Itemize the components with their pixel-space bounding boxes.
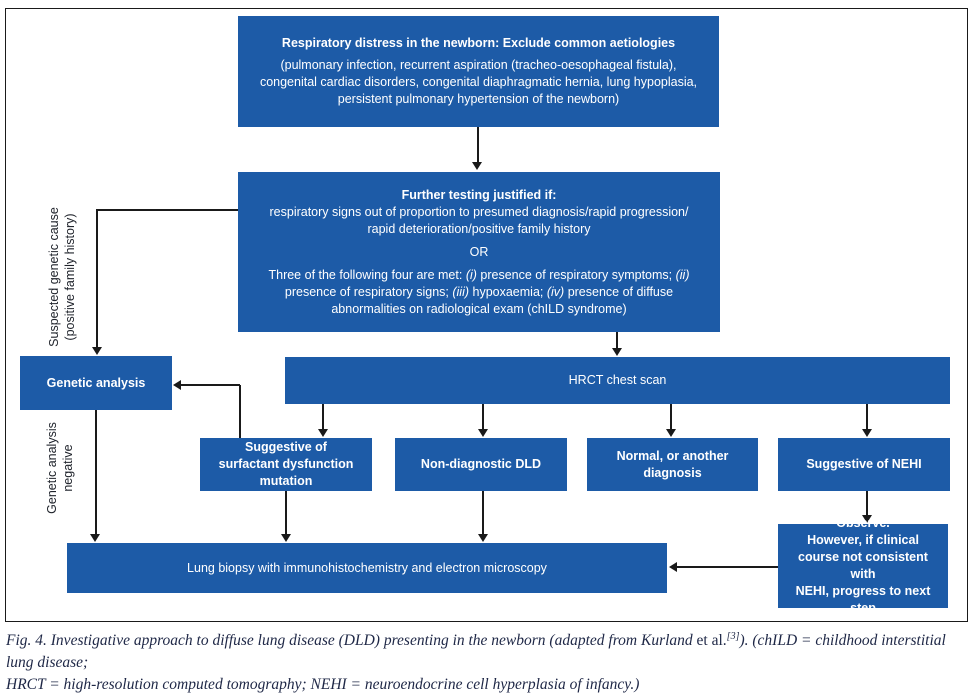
connector-hrct-to-nehi [866, 404, 868, 429]
box-normal-or-another-diagnosis-label: Normal, or another diagnosis [616, 448, 729, 480]
box-further-testing [238, 172, 720, 332]
arrowhead-genetic-negative-to-biopsy [90, 534, 100, 542]
box-normal-or-another-diagnosis [587, 438, 758, 491]
caption-seg-0: Fig. 4. Investigative approach to diffuse lung disease (DLD) presenting in the newborn (adapted from Kurland [6, 632, 697, 649]
arrowhead-exclude-to-further [472, 162, 482, 170]
box-genetic-analysis-label: Genetic analysis [46, 375, 146, 390]
side-label-suspected-line-1: Suspected genetic cause [47, 207, 61, 347]
criteria-seg-3: (ii) [675, 267, 690, 282]
connector-exclude-to-further [477, 127, 479, 162]
box-suggestive-of-nehi-label: Suggestive of NEHI [806, 457, 922, 471]
arrowhead-surfactant-to-genetic [173, 380, 181, 390]
box-lung-biopsy [67, 543, 667, 593]
box-surfactant-mutation [200, 438, 372, 491]
box-further-testing-line-1: respiratory signs out of proportion to presumed diagnosis/rapid progression/ [269, 204, 689, 219]
connector-hrct-to-surfactant [322, 404, 324, 429]
box-non-diagnostic-dld-label: Non-diagnostic DLD [420, 457, 542, 471]
box-respiratory-distress [238, 16, 719, 127]
box-non-diagnostic-dld [395, 438, 567, 491]
arrowhead-nondiagnostic-to-biopsy [478, 534, 488, 542]
side-label-suspected-line-2: (positive family history) [63, 213, 77, 341]
side-label-negative-line-1: Genetic analysis [45, 422, 59, 514]
criteria-seg-7: (iv) [546, 284, 565, 299]
connector-genetic-negative-to-biopsy [95, 410, 97, 534]
connector-further-to-hrct [616, 332, 618, 348]
box-observe-line-4: NEHI, progress to next step [795, 584, 931, 615]
criteria-seg-6: hypoxaemia; [469, 284, 547, 299]
connector-surfactant-to-biopsy [285, 491, 287, 534]
box-further-testing-criteria [248, 267, 710, 318]
side-label-negative-line-2: negative [61, 444, 75, 492]
connector-surfactant-to-genetic-horizontal [179, 384, 240, 386]
box-lung-biopsy-label: Lung biopsy with immunohistochemistry and electron microscopy [187, 560, 547, 575]
criteria-seg-2: presence of respiratory symptoms; [476, 267, 676, 282]
arrowhead-into-genetic-analysis [92, 347, 102, 355]
criteria-seg-1: (i) [465, 267, 477, 282]
box-observe-line-1: Observe. [836, 516, 890, 530]
arrowhead-further-to-hrct [612, 348, 622, 356]
arrowhead-surfactant-to-biopsy [281, 534, 291, 542]
box-genetic-analysis [20, 356, 172, 410]
arrowhead-hrct-to-nondiagnostic [478, 429, 488, 437]
box-observe-line-3: course not consistent with [798, 550, 928, 581]
box-further-testing-line-2: rapid deterioration/positive family history [367, 221, 591, 236]
box-further-testing-or: OR [469, 244, 489, 259]
connector-further-to-genetic-horizontal [97, 209, 238, 211]
criteria-seg-4: presence of respiratory signs; [284, 284, 453, 299]
caption-citation-superscript: [3] [726, 630, 740, 642]
side-label-genetic-analysis-negative [44, 413, 76, 523]
criteria-seg-5: (iii) [452, 284, 470, 299]
box-respiratory-distress-line-3: persistent pulmonary hypertension of the newborn) [337, 92, 620, 106]
connector-further-to-genetic-vertical [96, 209, 98, 348]
box-hrct-chest-scan-label: HRCT chest scan [568, 373, 667, 387]
connector-nondiagnostic-to-biopsy [482, 491, 484, 534]
connector-observe-to-biopsy [677, 566, 778, 568]
box-respiratory-distress-line-1: (pulmonary infection, recurrent aspiration (tracheo-oesophageal fistula), [280, 58, 677, 72]
arrowhead-hrct-to-surfactant [318, 429, 328, 437]
arrowhead-observe-to-biopsy [669, 562, 677, 572]
caption-seg-3: ). (chILD = childhood interstitial lung disease; [6, 632, 946, 671]
box-surfactant-mutation-label: Suggestive of surfactant dysfunction mutation [218, 440, 354, 488]
criteria-seg-0: Three of the following four are met: [268, 267, 466, 282]
connector-nehi-to-observe [866, 491, 868, 515]
figure-caption [6, 630, 972, 696]
box-observe-line-2: However, if clinical [807, 533, 919, 547]
connector-surfactant-to-genetic-vertical [239, 385, 241, 438]
side-label-suspected-genetic-cause [46, 197, 78, 357]
box-hrct-chest-scan [285, 357, 950, 404]
criteria-seg-8: presence of diffuse abnormalities on radiological exam (chILD syndrome) [331, 284, 674, 316]
box-respiratory-distress-title: Respiratory distress in the newborn: Exclude common aetiologies [281, 36, 676, 50]
arrowhead-hrct-to-nehi [862, 429, 872, 437]
caption-seg-1: et al. [696, 632, 727, 649]
box-further-testing-title: Further testing justified if: [401, 187, 557, 202]
box-respiratory-distress-line-2: congenital cardiac disorders, congenital diaphragmatic hernia, lung hypoplasia, [259, 75, 698, 89]
connector-hrct-to-normal [670, 404, 672, 429]
arrowhead-hrct-to-normal [666, 429, 676, 437]
connector-hrct-to-nondiagnostic [482, 404, 484, 429]
box-observe [778, 516, 948, 615]
box-suggestive-of-nehi [778, 438, 950, 491]
caption-seg-4: HRCT = high-resolution computed tomography; NEHI = neuroendocrine cell hyperplasia of infancy.) [6, 676, 640, 693]
